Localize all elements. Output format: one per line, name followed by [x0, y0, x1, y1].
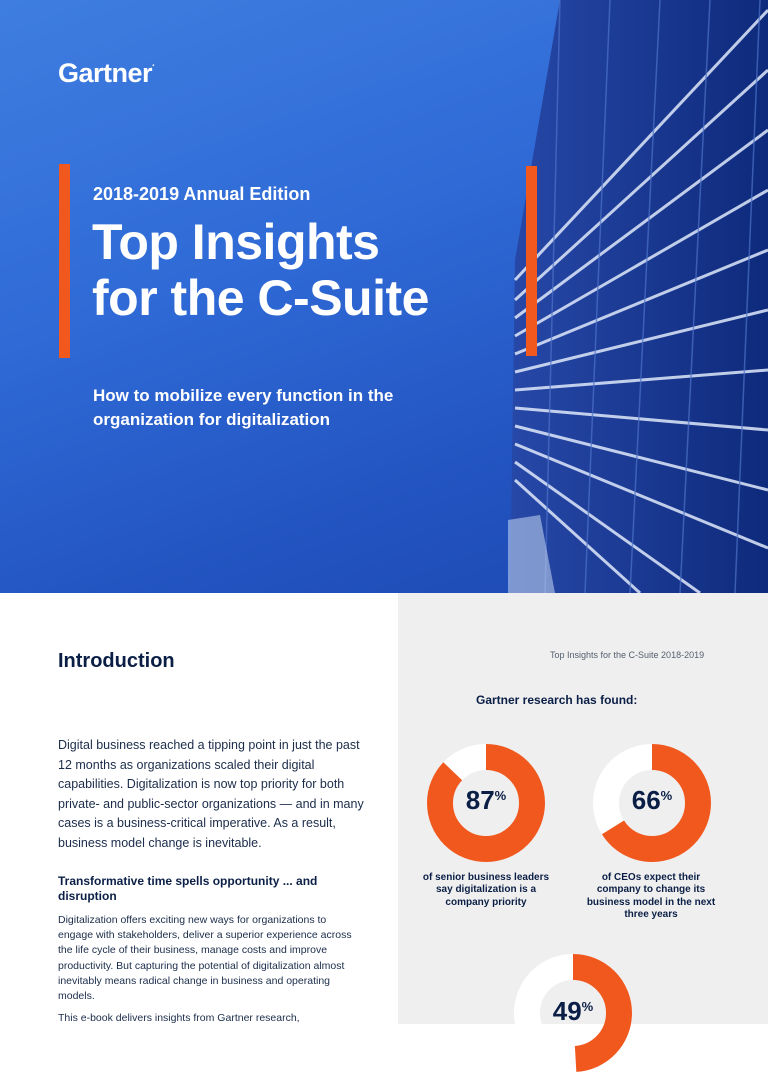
gartner-logo[interactable]	[58, 58, 154, 89]
stat-number: 87	[465, 785, 495, 815]
stat-value-87	[423, 785, 549, 816]
intro-paragraph-3: This e-book delivers insights from Gartner research,	[58, 1012, 300, 1024]
accent-bar-left	[59, 164, 70, 358]
stat-value-66	[589, 785, 715, 816]
stat-unit: %	[660, 788, 673, 803]
intro-heading: Introduction	[58, 650, 175, 672]
page-title	[92, 214, 532, 326]
logo-dot: .	[152, 58, 155, 69]
stat-caption-87: of senior business leaders say digitalization is a company priority	[422, 872, 550, 908]
title-line-1: Top Insights	[92, 214, 380, 270]
stat-number: 49	[552, 996, 582, 1026]
intro-subheading: Transformative time spells opportunity ... and disruption	[58, 874, 318, 903]
logo-text: Gartner	[58, 58, 153, 88]
stat-unit: %	[581, 999, 594, 1014]
stat-unit: %	[494, 788, 507, 803]
stat-value-49	[510, 996, 636, 1027]
stat-caption-66: of CEOs expect their company to change its business model in the next three years	[586, 872, 716, 921]
page-subtitle: How to mobilize every function in the organization for digitalization	[93, 386, 394, 429]
title-line-2: for the C-Suite	[92, 270, 429, 326]
panel-lead-text: Gartner research has found:	[476, 693, 638, 707]
intro-paragraph-2: Digitalization offers exciting new ways for organizations to engage with stakeholders, deliver a superior experience across the life cycle of their business, manage costs and improve productivity. But capturing the potential of digitalization almost inevitably means radical change in business and operating models.	[58, 914, 352, 1003]
panel-running-header: Top Insights for the C-Suite 2018-2019	[550, 650, 705, 660]
stat-number: 66	[631, 785, 661, 815]
edition-label: 2018-2019 Annual Edition	[93, 184, 311, 204]
intro-paragraph-1: Digital business reached a tipping point in just the past 12 months as organizations scaled their digital capabilities. Digitalization is now top priority for both private- and public-sector organizations — and in many cases is a business-critical imperative. As a result, business model change is inevitable.	[58, 738, 364, 850]
